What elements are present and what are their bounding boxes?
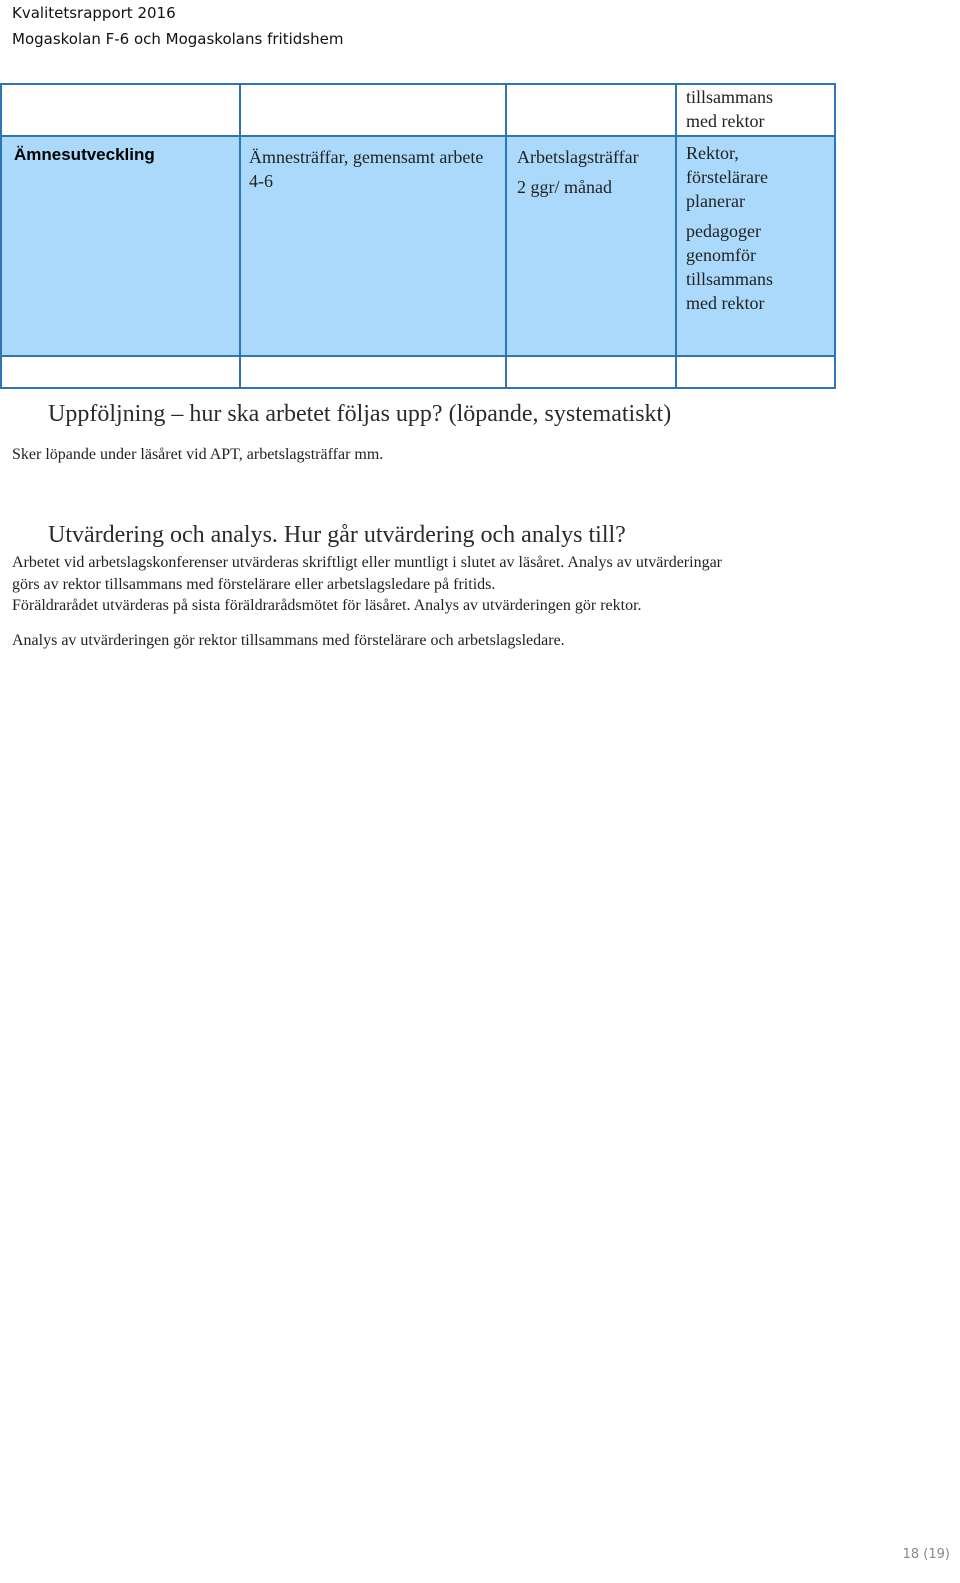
evaluation-text-line: Arbetet vid arbetslagskonferenser utvärderas skriftligt eller muntligt i slutet av läsåret. Analys av utvärderingar [12,554,722,571]
followup-text: Sker löpande under läsåret vid APT, arbetslagsträffar mm. [12,446,384,463]
evaluation-heading: Utvärdering och analys. Hur går utvärdering och analys till? [48,522,626,548]
activity-cell: Ämnesträffar, gemensamt arbete 4-6 [240,136,506,356]
evaluation-text-line: Analys av utvärderingen gör rektor tillsammans med förstelärare och arbetslagsledare. [12,632,565,649]
table-cell [1,84,240,136]
frequency-line-2: 2 ggr/ månad [517,177,612,197]
responsible-line: planerar [686,191,745,211]
table-cell [240,84,506,136]
frequency-cell [506,136,676,356]
page-header [12,0,343,52]
evaluation-text-line: görs av rektor tillsammans med förstelärare eller arbetslagsledare på fritids. [12,576,496,593]
followup-heading: Uppföljning – hur ska arbetet följas upp? (löpande, systematiskt) [48,401,672,427]
responsible-line: med rektor [686,293,765,313]
row-header: Ämnesutveckling [1,136,240,356]
evaluation-text-line: Föräldrarådet utvärderas på sista föräldrarådsmötet för läsåret. Analys av utvärderingen gör rektor. [12,597,642,614]
page-number: 18 (19) [902,1547,950,1562]
table-cell [1,356,240,388]
table-cell [240,356,506,388]
table-cell [506,84,676,136]
frequency-line-1: Arbetslagsträffar [517,147,639,167]
responsible-line: pedagoger [686,221,761,241]
responsible-line: genomför [686,245,756,265]
report-title: Kvalitetsrapport 2016 [12,4,176,22]
table-cell [676,356,835,388]
responsible-line: förstelärare [686,167,768,187]
responsible-line: tillsammans [686,269,773,289]
responsible-overflow-text [676,85,836,133]
table-row-empty [1,356,835,388]
responsible-line: Rektor, [686,143,739,163]
overflow-line-2: med rektor [686,111,765,131]
responsible-text [676,141,836,315]
overflow-line-1: tillsammans [686,87,773,107]
school-name: Mogaskolan F-6 och Mogaskolans fritidshem [12,30,344,48]
table-cell [506,356,676,388]
